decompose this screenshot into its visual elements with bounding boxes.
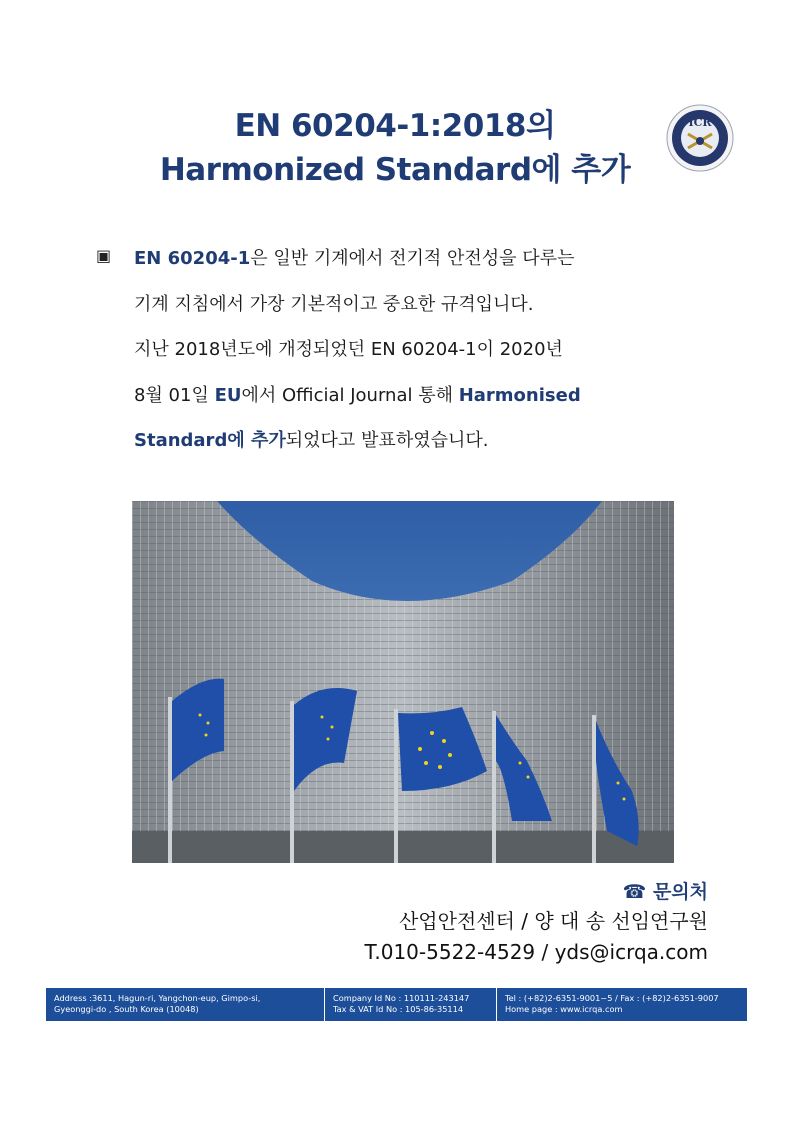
contact-block <box>365 878 708 968</box>
body-text: 은 일반 기계에서 전기적 안전성을 다루는 <box>250 248 575 269</box>
body-text: 에서 Official Journal 통해 <box>241 384 459 406</box>
body-line-4 <box>134 373 674 419</box>
body-line-1 <box>134 236 674 282</box>
footer-address-line-2: Gyeonggi-do , South Korea (10048) <box>54 1004 199 1014</box>
body-line-5 <box>134 418 674 464</box>
body-line-2: 기계 지침에서 가장 기본적이고 중요한 규격입니다. <box>134 293 534 315</box>
footer-contact <box>496 988 747 1021</box>
harmonised-highlight: Harmonised <box>458 384 581 406</box>
body-text: 되었다고 발표하였습니다. <box>285 430 489 451</box>
standard-name: EN 60204-1 <box>134 248 251 269</box>
bullet-icon: ▣ <box>96 246 112 265</box>
footer-company-id: Company Id No : 110111-243147 <box>333 993 470 1003</box>
footer-tax-id: Tax & VAT Id No : 105-86-35114 <box>333 1004 464 1014</box>
footer-tel-fax: Tel : (+82)2-6351-9001~5 / Fax : (+82)2-6351-9007 <box>505 993 719 1003</box>
footer-address-line-1: Address :3611, Hagun-ri, Yangchon-eup, Gimpo-si, <box>54 993 261 1003</box>
eu-commission-photo <box>132 501 674 863</box>
footer-bar <box>46 988 747 1021</box>
phone-icon: ☎ <box>622 881 647 903</box>
eu-highlight: EU <box>214 384 242 406</box>
footer-address <box>46 988 324 1021</box>
standard-added-highlight: Standard에 추가 <box>134 430 286 451</box>
contact-heading-text: 문의처 <box>652 881 708 903</box>
body-paragraph <box>134 236 674 464</box>
footer-homepage[interactable]: Home page : www.icrqa.com <box>505 1004 623 1014</box>
contact-phone-email: T.010-5522-4529 / yds@icrqa.com <box>364 940 708 964</box>
body-line-3: 지난 2018년도에 개정되었던 EN 60204-1이 2020년 <box>134 339 563 360</box>
icr-logo <box>666 104 734 172</box>
logo-text: ICR <box>688 116 712 129</box>
body-text: 8월 01일 <box>134 384 215 406</box>
footer-company <box>324 988 496 1021</box>
contact-person: 산업안전센터 / 양 대 송 선임연구원 <box>398 909 708 933</box>
contact-heading <box>365 878 708 906</box>
document-title <box>120 104 670 192</box>
title-line-2: Harmonized Standard에 추가 <box>159 152 631 188</box>
title-line-1: EN 60204-1:2018의 <box>234 108 556 144</box>
